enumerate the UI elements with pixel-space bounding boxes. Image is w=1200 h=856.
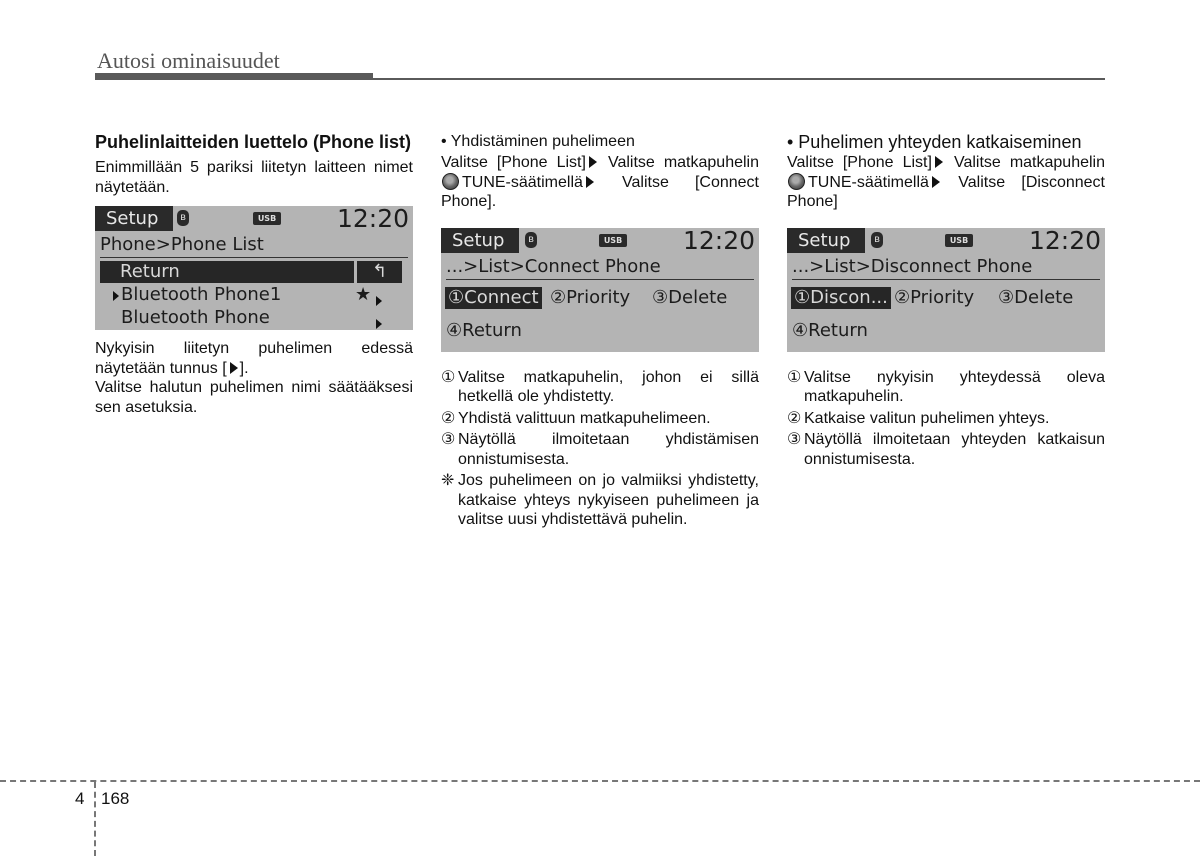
connected-marker-icon	[113, 291, 119, 301]
return-arrow-icon[interactable]: ↰	[357, 261, 402, 283]
step-item: ② Katkaise valitun puhelimen yhteys.	[787, 409, 1050, 427]
column-disconnect-phone	[787, 132, 1105, 469]
page-header-title: Autosi ominaisuudet	[97, 48, 280, 73]
footer-dashed-divider	[94, 782, 96, 856]
lcd-clock: 12:20	[336, 204, 409, 233]
paragraph-select-phone: Valitse halutun puhelimen nimi säätääksesi sen asetuksia.	[95, 379, 413, 416]
lcd-screen-disconnect-phone	[787, 225, 1105, 352]
usb-icon: USB	[253, 212, 281, 225]
instruction-text: Valitse [Phone List] Valitse matkapuhelin TUNE-säätimellä Valitse [Disconnect Phone]	[787, 154, 1105, 210]
lcd-setup-tab: Setup	[95, 206, 173, 231]
lcd-setup-tab: Setup	[441, 228, 519, 253]
lcd-setup-tab: Setup	[787, 228, 865, 253]
page-number: 168	[101, 789, 130, 808]
footer-dashed-rule	[0, 780, 1200, 782]
bluetooth-icon: ʙ	[871, 232, 883, 248]
lcd-clock: 12:20	[682, 225, 755, 255]
arrow-right-icon	[935, 156, 943, 168]
intro-text: Enimmillään 5 pariksi liitetyn laitteen nimet näytetään.	[95, 159, 413, 196]
bluetooth-icon: ʙ	[525, 232, 537, 248]
option-return[interactable]: ④Return	[792, 319, 868, 341]
lcd-status-bar	[441, 225, 759, 255]
usb-icon: USB	[945, 234, 973, 247]
column-connect-phone	[441, 132, 759, 530]
menu-item-bluetooth-phone[interactable]: Bluetooth Phone	[121, 307, 270, 328]
paragraph-current-phone: Nykyisin liitetyn puhelimen edessä näytetään tunnus [ ].	[95, 340, 413, 377]
option-delete[interactable]: ③Delete	[998, 286, 1074, 308]
lcd-clock: 12:20	[1028, 225, 1101, 255]
header-rule-thin	[373, 78, 1105, 80]
section-heading: • Yhdistäminen puhelimeen	[441, 133, 635, 150]
play-marker-icon	[230, 362, 238, 374]
menu-item-return[interactable]: Return	[100, 261, 354, 283]
option-delete[interactable]: ③Delete	[652, 286, 728, 308]
chevron-right-icon[interactable]	[373, 312, 384, 334]
step-item: ③ Näytöllä ilmoitetaan yhteyden katkaisun onnistumisesta.	[787, 431, 1105, 468]
arrow-right-icon	[932, 176, 940, 188]
menu-item-bluetooth-phone1[interactable]	[110, 284, 281, 306]
header-rule-thick	[95, 73, 373, 80]
arrow-right-icon	[589, 156, 597, 168]
lcd-breadcrumb: Phone>Phone List	[100, 233, 408, 258]
lcd-status-bar	[95, 206, 413, 231]
option-return[interactable]: ④Return	[446, 319, 522, 341]
step-item: ① Valitse nykyisin yhteydessä oleva matkapuhelin.	[787, 368, 1105, 405]
step-item: ① Valitse matkapuhelin, johon ei sillä hetkellä ole yhdistetty.	[441, 368, 759, 405]
step-item: ③ Näytöllä ilmoitetaan yhdistämisen onnistumisesta.	[441, 431, 759, 468]
priority-star-icon: ★	[355, 284, 372, 305]
chapter-number: 4	[75, 789, 85, 808]
lcd-screen-phone-list	[95, 206, 413, 330]
lcd-breadcrumb: ...>List>Disconnect Phone	[792, 255, 1100, 280]
step-list	[787, 368, 1105, 470]
step-list	[441, 368, 759, 530]
arrow-right-icon	[586, 176, 594, 188]
phone1-label: Bluetooth Phone1	[121, 284, 282, 305]
lcd-screen-connect-phone	[441, 225, 759, 352]
tune-knob-icon	[442, 173, 459, 190]
section-heading: Puhelinlaitteiden luettelo (Phone list)	[95, 132, 412, 152]
chevron-right-icon[interactable]	[373, 289, 384, 311]
note-mark-icon: ❈	[441, 472, 455, 489]
instruction-text: Valitse [Phone List] Valitse matkapuhelin TUNE-säätimellä Valitse [Connect Phone].	[441, 154, 759, 210]
section-heading: • Puhelimen yhteyden katkaiseminen	[787, 132, 1082, 152]
lcd-status-bar	[787, 225, 1105, 255]
option-priority[interactable]: ②Priority	[550, 286, 631, 308]
tune-knob-icon	[788, 173, 805, 190]
column-phone-list	[95, 132, 413, 417]
usb-icon: USB	[599, 234, 627, 247]
option-priority[interactable]: ②Priority	[894, 286, 975, 308]
option-disconnect[interactable]: ①Discon...	[791, 287, 891, 309]
note-item: ❈ Jos puhelimeen on jo valmiiksi yhdistetty, katkaise yhteys nykyiseen puhelimeen ja valitse uusi yhdistettävä puhelin.	[441, 472, 759, 528]
lcd-breadcrumb: ...>List>Connect Phone	[446, 255, 754, 280]
bluetooth-icon: ʙ	[177, 210, 189, 226]
option-connect[interactable]: ①Connect	[445, 287, 542, 309]
step-item: ② Yhdistä valittuun matkapuhelimeen.	[441, 409, 711, 427]
